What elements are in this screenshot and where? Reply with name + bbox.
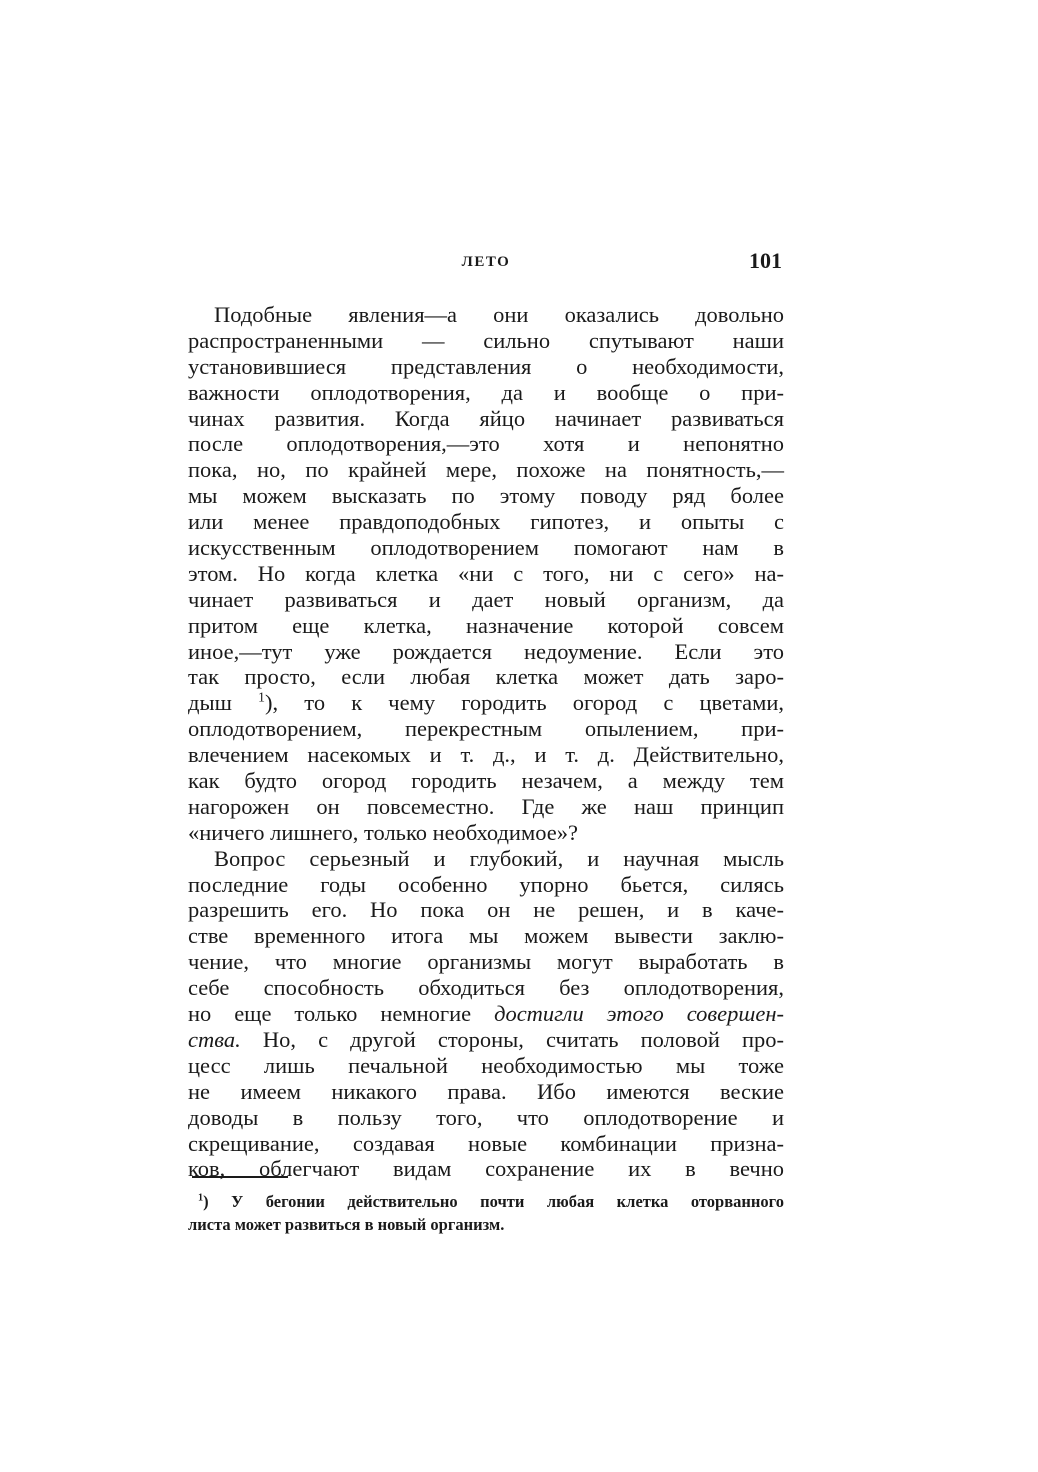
text-line-with-footnote-ref [188,690,784,716]
text-line-mixed [188,1001,784,1027]
running-head: ЛЕТО [461,254,511,270]
main-text [188,302,784,1182]
text-line: влечением насекомых и т. д., и т. д. Действительно, [188,742,784,768]
text-line: как будто огород городить незачем, а между тем [188,768,784,794]
text-segment: ), то к чему городить огород с цветами, [265,690,785,716]
page-header [188,248,784,276]
text-line: пока, но, по крайней мере, похоже на понятность,— [188,457,784,483]
text-line: последние годы особенно упорно бьется, силясь [188,871,784,897]
text-line: «ничего лишнего, только необходимое»? [188,819,578,845]
text-line: иное,—тут уже рождается недоумение. Если это [188,638,784,664]
text-line: ков, облегчают видам сохранение их в вечно [188,1156,784,1182]
text-line: Подобные явления—а они оказались довольно [214,302,784,327]
text-line: важности оплодотворения, да и вообще о при- [188,379,784,405]
text-line: искусственным оплодотворением помогают нам в [188,535,784,561]
text-segment: дыш [188,690,259,716]
text-line: установившиеся представления о необходимости, [188,353,784,379]
text-line: или менее правдоподобных гипотез, и опыты с [188,509,784,535]
text-line: этом. Но когда клетка «ни с того, ни с сего» на- [188,560,784,586]
footnote-reference: 1 [258,690,266,706]
page-number: 101 [749,248,782,273]
text-line: оплодотворением, перекрестным опылением, при- [188,716,784,742]
text-line: Вопрос серьезный и глубокий, и научная мысль [214,845,784,871]
text-line-mixed [188,1027,784,1053]
text-line: стве временного итога мы можем вывести заклю- [188,923,784,949]
text-line: не имеем никакого права. Ибо имеются веские [188,1078,784,1104]
text-line: разрешить его. Но пока он не решен, и в каче- [188,897,784,923]
text-line: цесс лишь печальной необходимостью мы тоже [188,1052,784,1078]
text-line: притом еще клетка, назначение которой совсем [188,612,784,638]
footnote-text: ) У бегонии действительно почти любая клетка оторванного [203,1192,784,1211]
text-line: нагорожен он повсеместно. Где же наш принцип [188,793,784,819]
text-segment: Но, с другой стороны, считать половой про- [240,1026,784,1052]
footnote-marker: 1 [198,1192,204,1204]
footnote-line: листа может развиться в новый организм. [188,1215,505,1234]
text-line: доводы в пользу того, что оплодотворение и [188,1104,784,1130]
text-line: мы можем высказать по этому поводу ряд более [188,483,784,509]
text-line: себе способность обходиться без оплодотворения, [188,975,784,1001]
text-line: чинает развиваться и дает новый организм, да [188,586,784,612]
text-line: чинах развития. Когда яйцо начинает развиваться [188,405,784,431]
italic-segment: ства. [188,1026,241,1052]
italic-segment: достигли этого совершен- [494,1001,784,1027]
footnote-divider [192,1176,288,1178]
footnote-line [188,1190,784,1213]
text-line: чение, что многие организмы могут выработать в [188,949,784,975]
footnote [188,1190,784,1236]
text-line: распространенными — сильно спутывают наши [188,327,784,353]
text-segment: но еще только немногие [188,1001,495,1027]
text-line: так просто, если любая клетка может дать заро- [188,664,784,690]
text-line: после оплодотворения,—это хотя и непонятно [188,431,784,457]
text-line: скрещивание, создавая новые комбинации призна- [188,1130,784,1156]
